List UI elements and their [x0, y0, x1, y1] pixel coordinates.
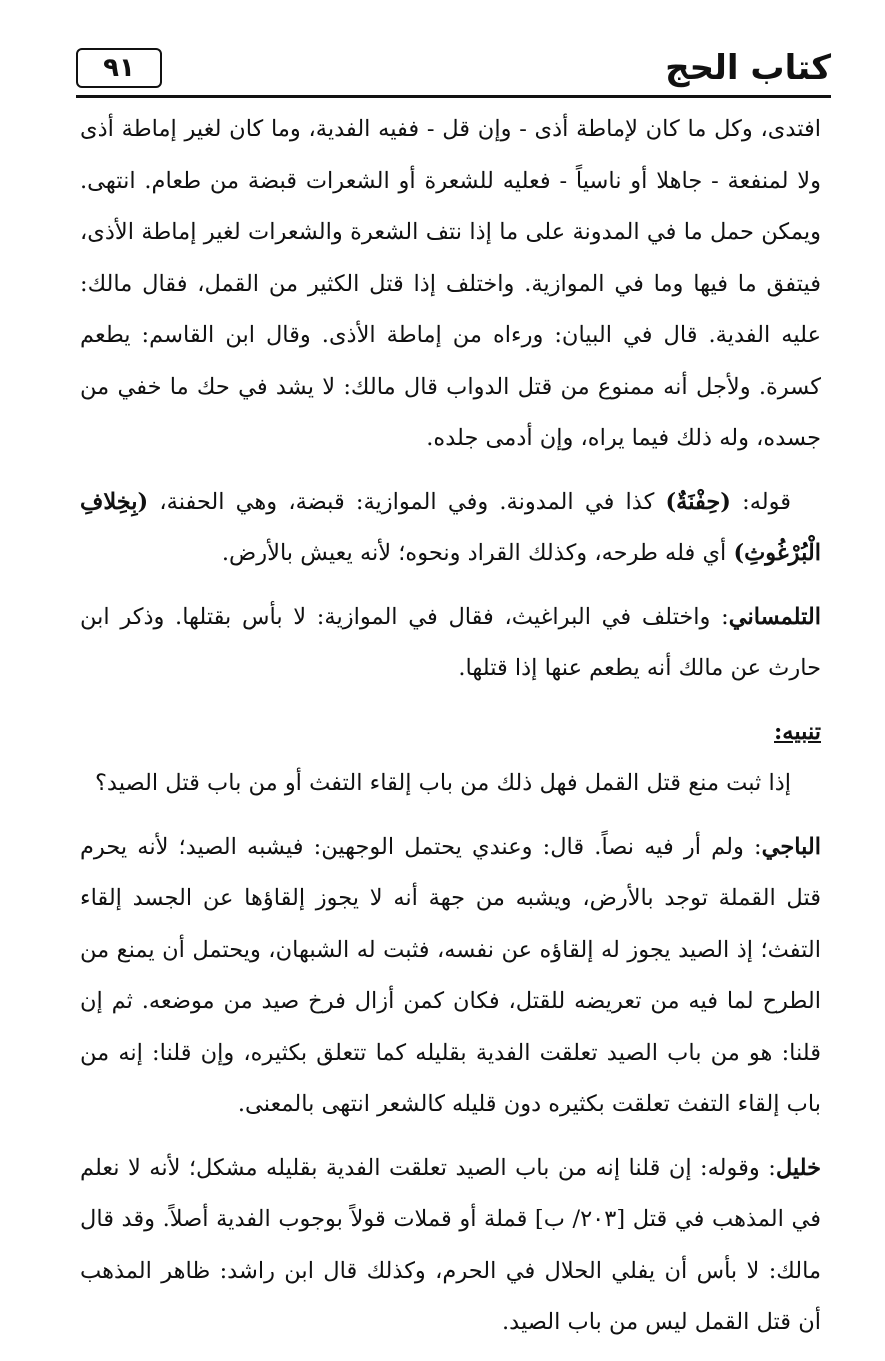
quoted-term: (حِفْنَةٌ) [665, 488, 731, 515]
paragraph-4: إذا ثبت منع قتل القمل فهل ذلك من باب إلقاء التفث أو من باب قتل الصيد؟ [94, 770, 791, 796]
paragraph-1: افتدى، وكل ما كان لإماطة أذى - وإن قل - ففيه الفدية، وما كان لغير إماطة أذى ولا لمنفعة - جاهلا أو ناسياً - فعليه للشعرة أو الشعرات قبضة من طعام. انتهى. ويمكن حمل ما في المدونة على ما إذا نتف الشعرة والشعرات لغير إماطة الأذى، فيتفق ما فيها وما في الموازية. واختلف إذا قتل الكثير من القمل، فقال مالك: عليه الفدية. قال في البيان: ورءاه من إماطة الأذى. وقال ابن القاسم: يطعم كسرة. ولأجل أنه ممنوع من قتل الدواب قال مالك: لا يشد في حك ما خفي من جسده، وله ذلك فيما يراه، وإن أدمى جلده. [80, 116, 821, 451]
book-title: كتاب الحج [665, 48, 831, 88]
page-body [80, 104, 821, 1361]
author-name: خليل [775, 1154, 821, 1181]
paragraph-2-lead: قوله: [730, 488, 791, 515]
paragraph-6 [80, 1143, 821, 1349]
paragraph-6-rest: : وقوله: إن قلنا إنه من باب الصيد تعلقت الفدية بقليله مشكل؛ لأنه لا نعلم في المذهب في قتل [٢٠٣/ ب] قملة أو قملات قولاً بوجوب الفدية أصلاً. وقد قال مالك: لا بأس أن يفلي الحلال في الحرم، وكذلك قال ابن راشد: ظاهر المذهب أن قتل القمل ليس من باب الصيد. [80, 1154, 821, 1335]
header-divider [76, 95, 831, 98]
section-heading: تنبيه: [774, 718, 821, 745]
quoted-term: (بِخِلافِ الْبُرْغُوثِ) [80, 488, 821, 566]
author-name: التلمساني [728, 603, 821, 630]
page-number: ٩١ [76, 48, 162, 88]
paragraph-2-middle: كذا في المدونة. وفي الموازية: قبضة، وهي الحفنة، [148, 488, 666, 515]
paragraph-2 [80, 477, 821, 580]
paragraph-5-rest: : ولم أر فيه نصاً. قال: وعندي يحتمل الوجهين: فيشبه الصيد؛ لأنه يحرم قتل القملة توجد بالأرض، ويشبه من جهة أنه لا يجوز إلقاؤها عن الجسد إلقاء التفث؛ إذ الصيد يجوز له إلقاؤه عن نفسه، فثبت له الشبهان، ويحتمل أن يمنع من الطرح لما فيه من تعريضه للقتل، فكان كمن أزال فرخ صيد من موضعه. ثم إن قلنا: هو من باب الصيد تعلقت الفدية بقليله كما تتعلق بكثيره، وإن قلنا: إنه من باب إلقاء التفث تعلقت بكثيره دون قليله كالشعر انتهى بالمعنى. [80, 833, 821, 1117]
page-header [76, 44, 831, 96]
paragraph-5 [80, 822, 821, 1131]
paragraph-2-rest: أي فله طرحه، وكذلك القراد ونحوه؛ لأنه يعيش بالأرض. [221, 540, 734, 566]
author-name: الباجي [761, 833, 821, 860]
paragraph-3 [80, 592, 821, 695]
paragraph-3-rest: : واختلف في البراغيث، فقال في الموازية: لا بأس بقتلها. وذكر ابن حارث عن مالك أنه يطعم عنها إذا قتلها. [80, 603, 821, 681]
